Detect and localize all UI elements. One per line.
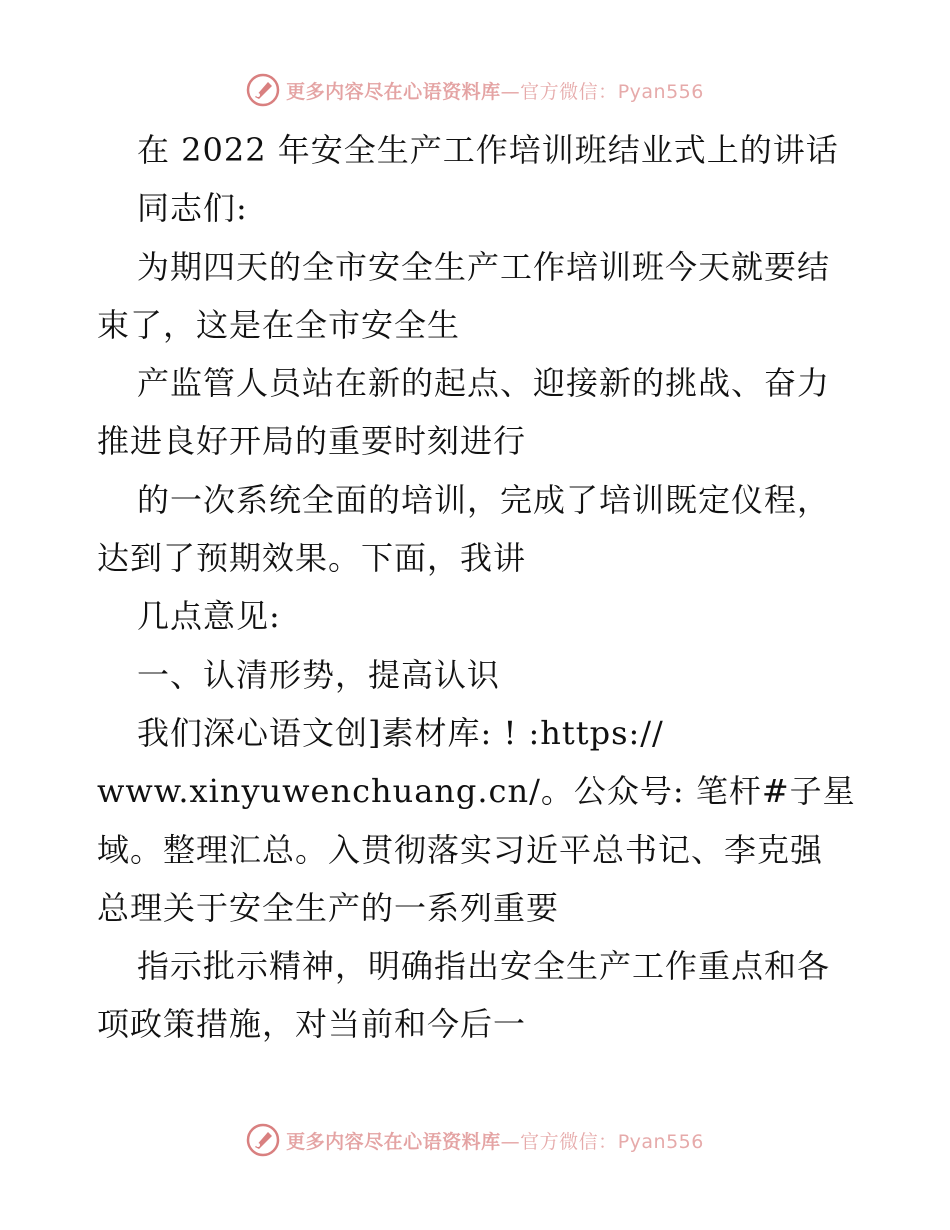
paragraph-line: 为期四天的全市安全生产工作培训班今天就要结 <box>137 247 831 286</box>
paragraph-line: 域。整理汇总。入贯彻落实习近平总书记、李克强 <box>97 830 824 869</box>
header-watermark <box>0 70 950 110</box>
watermark-wechat-id: Pyan556 <box>617 1130 704 1153</box>
paragraph-line: 的一次系统全面的培训，完成了培训既定仪程， <box>137 480 831 519</box>
document-body <box>97 121 877 1054</box>
watermark-text <box>286 77 704 104</box>
pen-nib-logo-icon <box>246 1123 280 1157</box>
paragraph-line: 指示批示精神，明确指出安全生产工作重点和各 <box>137 947 831 986</box>
paragraph-line: 项政策措施，对当前和今后一 <box>97 1005 527 1044</box>
watermark-wechat-label: 官方微信： <box>520 80 618 103</box>
watermark-brand: 更多内容尽在心语资料库 <box>286 1130 501 1153</box>
paragraph-line: 总理关于安全生产的一系列重要 <box>97 888 560 927</box>
footer-watermark <box>0 1120 950 1160</box>
paragraph-line: 几点意见: <box>137 597 281 636</box>
pen-nib-logo-icon <box>246 73 280 107</box>
watermark-wechat-id: Pyan556 <box>617 80 704 103</box>
paragraph-line: 达到了预期效果。下面，我讲 <box>97 539 527 578</box>
document-title: 在 2022 年安全生产工作培训班结业式上的讲话 <box>137 131 839 169</box>
watermark-text <box>286 1127 704 1154</box>
watermark-brand: 更多内容尽在心语资料库 <box>286 80 501 103</box>
paragraph-line: 推进良好开局的重要时刻进行 <box>97 422 527 461</box>
watermark-separator: — <box>500 80 521 103</box>
paragraph-line: www.xinyuwenchuang.cn/。公众号: 笔杆#子星 <box>97 772 856 811</box>
paragraph-line: 束了，这是在全市安全生 <box>97 305 461 344</box>
watermark-separator: — <box>500 1130 521 1153</box>
watermark-wechat-label: 官方微信： <box>520 1130 618 1153</box>
salutation: 同志们: <box>137 189 248 228</box>
paragraph-line: 我们深心语文创]素材库: ! :https:// <box>137 713 664 752</box>
paragraph-line: 产监管人员站在新的起点、迎接新的挑战、奋力 <box>137 364 831 403</box>
section-heading: 一、认清形势，提高认识 <box>137 655 501 694</box>
